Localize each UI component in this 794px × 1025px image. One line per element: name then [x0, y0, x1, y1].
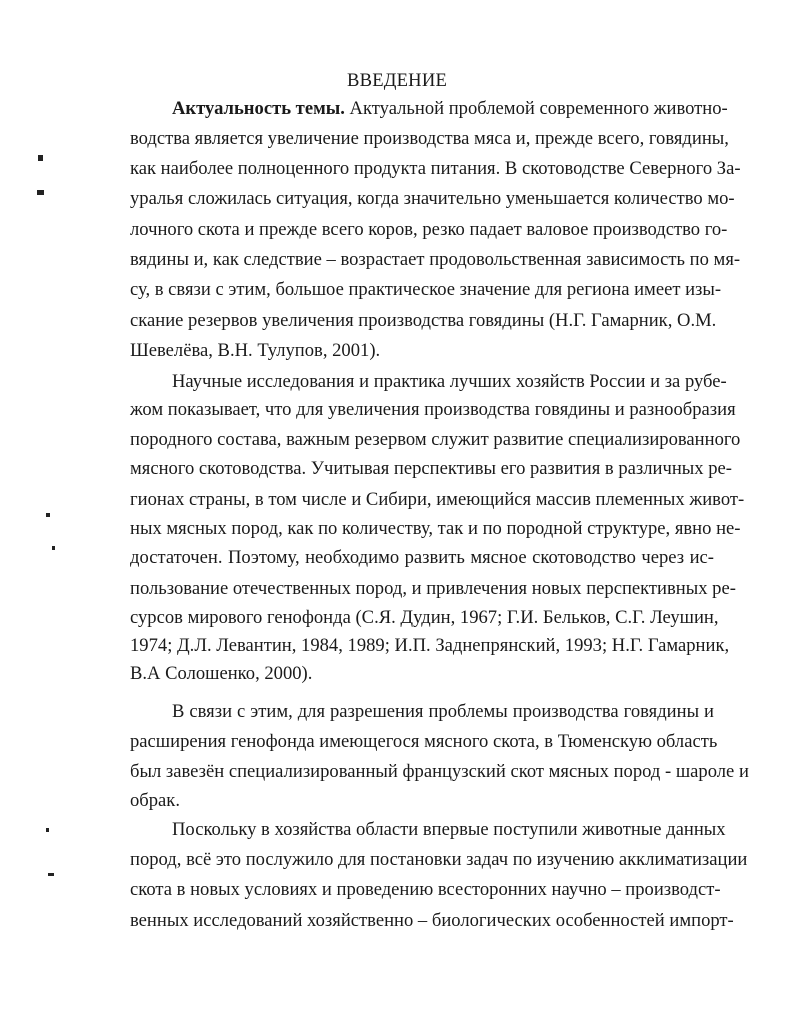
- scan-speck: [48, 873, 54, 876]
- text-line: [130, 761, 749, 783]
- line-text: был завезён специализированный французский скот мясных пород - шароле и: [130, 761, 749, 782]
- text-line: [130, 279, 722, 301]
- line-text: ных мясных пород, как по количеству, так и по породной структуре, явно не-: [130, 518, 741, 539]
- text-line: [130, 158, 741, 180]
- text-line: [130, 731, 718, 753]
- text-line: [130, 188, 735, 210]
- scan-speck: [46, 513, 50, 517]
- line-text: мясного скотоводства. Учитывая перспективы его развития в различных ре-: [130, 458, 732, 479]
- line-text: вядины и, как следствие – возрастает продовольственная зависимость по мя-: [130, 249, 741, 270]
- text-line: [130, 790, 714, 812]
- scan-speck: [46, 828, 49, 832]
- text-line: [130, 910, 734, 932]
- line-text: породного состава, важным резервом служит развитие специализированного: [130, 429, 741, 450]
- line-text: лочного скота и прежде всего коров, резко падает валовое производство го-: [130, 219, 728, 240]
- line-text: Шевелёва, В.Н. Тулупов, 2001).: [130, 340, 381, 361]
- line-text: жом показывает, что для увеличения производства говядины и разнообразия: [130, 399, 736, 420]
- line-text: В.А Солошенко, 2000).: [130, 663, 313, 684]
- text-line: [130, 128, 729, 150]
- text-line: [130, 249, 741, 271]
- scan-speck: [38, 155, 43, 161]
- text-line: [130, 635, 730, 657]
- line-text: скота в новых условиях и проведению всесторонних научно – производст-: [130, 879, 721, 900]
- line-text: скание резервов увеличения производства говядины (Н.Г. Гамарник, О.М.: [130, 310, 717, 331]
- text-line: [130, 458, 732, 480]
- line-text: как наиболее полноценного продукта питания. В скотоводстве Северного За-: [130, 158, 741, 179]
- text-line: [172, 371, 727, 393]
- text-line: [130, 518, 741, 540]
- line-text: Актуальной проблемой современного животно-: [344, 98, 728, 119]
- line-text: Научные исследования и практика лучших хозяйств России и за рубе-: [172, 371, 727, 392]
- text-line: [172, 819, 726, 841]
- text-line: [130, 219, 728, 241]
- line-text: сурсов мирового генофонда (С.Я. Дудин, 1967; Г.И. Бельков, С.Г. Леушин,: [130, 607, 719, 628]
- text-line: [130, 663, 714, 685]
- line-text: В связи с этим, для разрешения проблемы производства говядины и: [172, 701, 714, 722]
- text-line: [130, 399, 736, 421]
- line-text: су, в связи с этим, большое практическое значение для региона имеет изы-: [130, 279, 722, 300]
- text-line: [130, 340, 714, 362]
- line-text: пород, всё это послужило для постановки задач по изучению акклиматизации: [130, 849, 748, 870]
- line-text: Поскольку в хозяйства области впервые поступили животные данных: [172, 819, 726, 840]
- text-line: [172, 701, 714, 723]
- line-text: достаточен. Поэтому, необходимо развить мясное скотоводство через ис-: [130, 547, 714, 568]
- text-line: [130, 547, 714, 569]
- line-text: 1974; Д.Л. Левантин, 1984, 1989; И.П. Заднепрянский, 1993; Н.Г. Гамарник,: [130, 635, 730, 656]
- text-line: [130, 879, 721, 901]
- lead-heading: Актуальность темы.: [172, 98, 345, 119]
- line-text: расширения генофонда имеющегося мясного скота, в Тюменскую область: [130, 731, 718, 752]
- page-title: ВВЕДЕНИЕ: [346, 70, 448, 91]
- text-line: [130, 429, 741, 451]
- text-line: [130, 489, 745, 511]
- line-text: водства является увеличение производства мяса и, прежде всего, говядины,: [130, 128, 729, 149]
- text-line: [130, 849, 748, 871]
- text-line: [130, 578, 736, 600]
- line-text: венных исследований хозяйственно – биологических особенностей импорт-: [130, 910, 734, 931]
- text-line: [130, 607, 719, 629]
- scan-speck: [37, 190, 44, 195]
- line-text: гионах страны, в том числе и Сибири, имеющийся массив племенных живот-: [130, 489, 745, 510]
- text-line: [130, 310, 717, 332]
- line-text: обрак.: [130, 790, 180, 811]
- scan-speck: [52, 546, 55, 550]
- line-text: пользование отечественных пород, и привлечения новых перспективных ре-: [130, 578, 736, 599]
- text-line: [172, 98, 728, 120]
- line-text: уралья сложилась ситуация, когда значительно уменьшается количество мо-: [130, 188, 735, 209]
